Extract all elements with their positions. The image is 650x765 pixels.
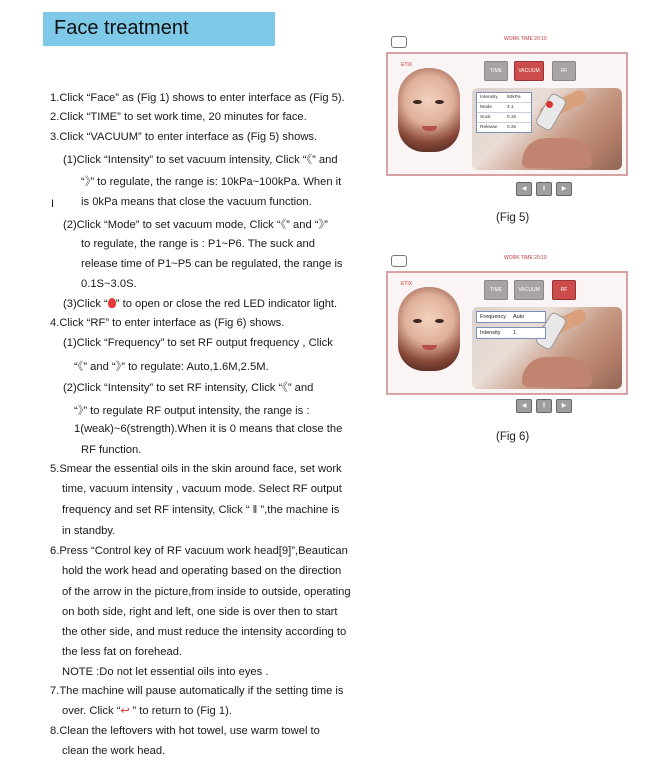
margin-mark: I xyxy=(51,198,55,210)
setting-intensity[interactable]: Intensity 50kPa xyxy=(477,93,531,103)
step-line: the other side, and must reduce the intensity according to xyxy=(62,626,347,638)
step-line: (1)Click “Intensity” to set vacuum intensity, Click “《” and xyxy=(63,154,338,166)
brand-label: ETIX xyxy=(401,62,413,68)
step-line: on both side, right and left, one side is over then to start xyxy=(62,606,338,618)
figure-caption: (Fig 5) xyxy=(496,212,530,224)
return-icon[interactable] xyxy=(391,36,407,48)
step-line: 3.Click “VACUUM” to enter interface as (Fig 5) shows. xyxy=(50,131,318,143)
tab-time[interactable]: TIME xyxy=(484,61,508,81)
face-image xyxy=(398,68,460,152)
setting-suck[interactable]: Suck 0.3s xyxy=(477,113,531,123)
step-line: in standby. xyxy=(62,525,116,537)
step-line xyxy=(62,705,232,717)
step-line: 8.Clean the leftovers with hot towel, use warm towel to xyxy=(50,725,320,737)
brand-label: ETIX xyxy=(401,281,413,287)
setting-mode[interactable]: Mode 4.1 xyxy=(477,103,531,113)
step-line: to regulate, the range is : P1~P6. The suck and xyxy=(81,238,315,250)
note-line: NOTE :Do not let essential oils into eyes . xyxy=(62,666,269,678)
figure-6 xyxy=(386,255,628,455)
setting-frequency[interactable]: Frequency Auto xyxy=(476,311,546,323)
step-line: 6.Press “Control key of RF vacuum work head[9]”,Beautican xyxy=(50,545,348,557)
step-line: clean the work head. xyxy=(62,745,166,757)
red-led-icon[interactable] xyxy=(546,101,553,108)
step-line: (1)Click “Frequency” to set RF output frequency , Click xyxy=(63,337,333,349)
prev-button[interactable]: ◀ xyxy=(516,399,532,413)
step-line: time, vacuum intensity , vacuum mode. Select RF output xyxy=(62,483,342,495)
return-icon[interactable] xyxy=(391,255,407,267)
step-line: the less fat on forehead. xyxy=(62,646,183,658)
step-line: of the arrow in the picture,from inside to outside, operating xyxy=(62,586,351,598)
figure-5 xyxy=(386,36,628,246)
pause-button[interactable]: ‖ xyxy=(536,182,552,196)
step-line: 7.The machine will pause automatically if the setting time is xyxy=(50,685,344,697)
work-time-readout: WORK TIME 20:10 xyxy=(504,36,547,42)
tab-rf[interactable]: RF xyxy=(552,280,576,300)
step-line: 1.Click “Face” as (Fig 1) shows to enter interface as (Fig 5). xyxy=(50,92,345,104)
page-title: Face treatment xyxy=(54,17,189,39)
title-banner xyxy=(43,12,275,46)
rf-settings-panel xyxy=(476,311,546,343)
step-line: frequency and set RF intensity, Click “ ‖ ”,the machine is xyxy=(62,504,340,516)
step-line: “》” to regulate RF output intensity, the range is : xyxy=(74,405,310,417)
device-screen xyxy=(386,52,628,176)
pause-button[interactable]: ‖ xyxy=(536,399,552,413)
step-line: release time of P1~P5 can be regulated, the range is xyxy=(81,258,343,270)
tab-rf[interactable]: RF xyxy=(552,61,576,81)
setting-release[interactable]: Release 0.3s xyxy=(480,125,517,130)
step-line: “》” to regulate, the range is: 10kPa~100kPa. When it xyxy=(81,176,342,188)
vacuum-settings-panel xyxy=(476,92,532,133)
step-line: 1(weak)~6(strength).When it is 0 means that close the xyxy=(74,423,343,435)
step-line: hold the work head and operating based on the direction xyxy=(62,565,342,577)
tab-time[interactable]: TIME xyxy=(484,280,508,300)
return-arrow-icon: ↩ xyxy=(120,705,130,717)
step-text-part: over. Click “ xyxy=(62,705,121,717)
step-line: RF function. xyxy=(81,444,142,456)
next-button[interactable]: ▶ xyxy=(556,182,572,196)
figure-caption: (Fig 6) xyxy=(496,431,530,443)
device-screen xyxy=(386,271,628,395)
prev-button[interactable]: ◀ xyxy=(516,182,532,196)
step-line: 4.Click “RF” to enter interface as (Fig 6) shows. xyxy=(50,317,285,329)
step-line: is 0kPa means that close the vacuum function. xyxy=(81,196,312,208)
work-time-readout: WORK TIME 20:10 xyxy=(504,255,547,261)
step-line: (2)Click “Intensity” to set RF intensity, Click “《” and xyxy=(63,382,314,394)
tab-vacuum[interactable]: VACUUM xyxy=(514,280,544,300)
step-text-part: ” to open or close the red LED indicator light. xyxy=(115,298,338,310)
setting-intensity[interactable]: Intensity 1 xyxy=(476,327,546,339)
step-line: 2.Click “TIME” to set work time, 20 minutes for face. xyxy=(50,111,307,123)
next-button[interactable]: ▶ xyxy=(556,399,572,413)
step-line: 0.1S~3.0S. xyxy=(81,278,137,290)
step-text-part: ” to return to (Fig 1). xyxy=(132,705,232,717)
step-text-part: (3)Click “ xyxy=(63,298,108,310)
tab-vacuum[interactable]: VACUUM xyxy=(514,61,544,81)
step-line: (2)Click “Mode” to set vacuum mode, Click “《” and “》” xyxy=(63,219,328,231)
red-led-icon xyxy=(108,298,116,308)
step-line: “《” and “》” to regulate: Auto,1.6M,2.5M. xyxy=(74,361,269,373)
face-image xyxy=(398,287,460,371)
step-line xyxy=(63,298,337,310)
step-line: 5.Smear the essential oils in the skin around face, set work xyxy=(50,463,342,475)
